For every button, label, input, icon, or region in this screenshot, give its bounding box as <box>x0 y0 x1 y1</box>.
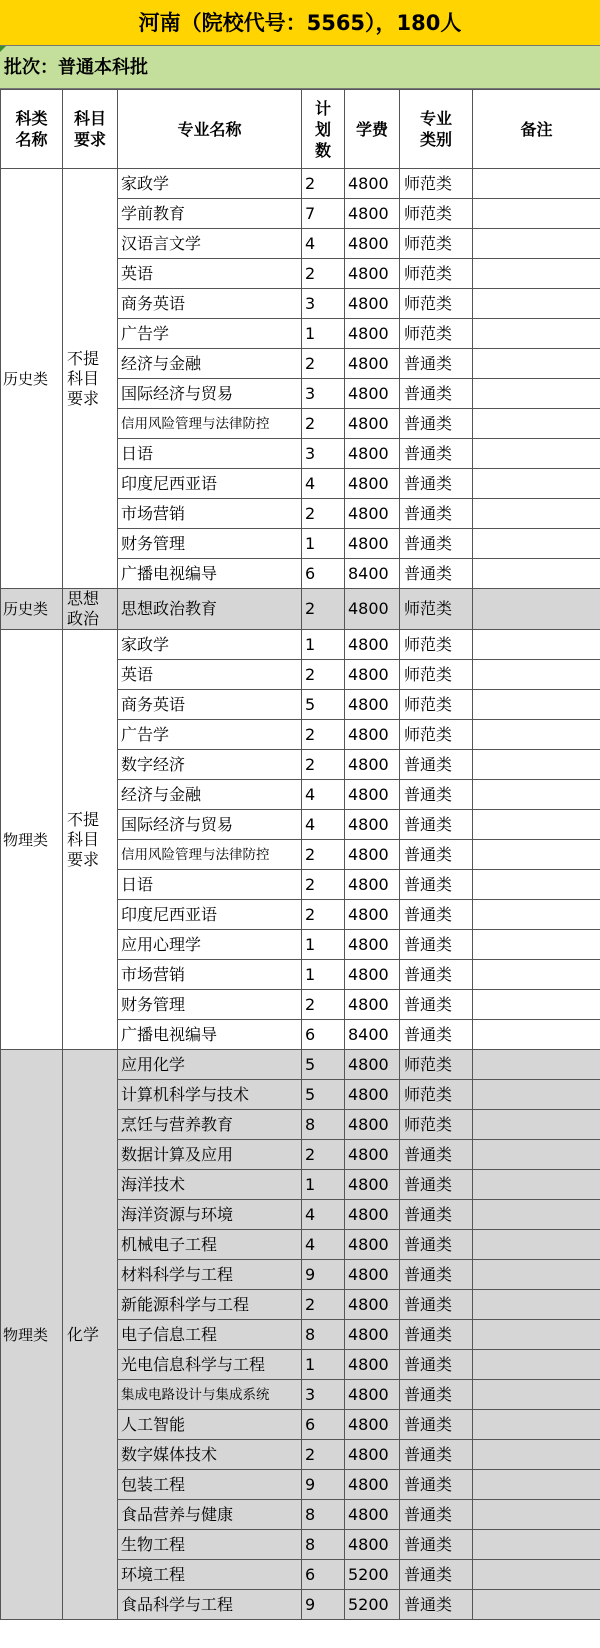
remarks-cell <box>473 1140 600 1170</box>
tuition-cell: 4800 <box>345 319 400 349</box>
tuition-cell: 4800 <box>345 229 400 259</box>
remarks-cell <box>473 1470 600 1500</box>
plan-count-cell: 2 <box>302 1290 345 1320</box>
page-title: 河南（院校代号：5565），180人 <box>0 0 600 46</box>
remarks-cell <box>473 229 600 259</box>
major-type-cell: 普通类 <box>400 1230 473 1260</box>
tuition-cell: 4800 <box>345 900 400 930</box>
major-name-cell: 印度尼西亚语 <box>118 469 302 499</box>
remarks-cell <box>473 1320 600 1350</box>
tuition-cell: 4800 <box>345 469 400 499</box>
subject-requirement-line: 要求 <box>67 849 100 869</box>
plan-count-cell: 2 <box>302 750 345 780</box>
science-category-cell: 历史类 <box>1 169 63 589</box>
remarks-cell <box>473 379 600 409</box>
plan-count-cell: 2 <box>302 900 345 930</box>
major-name-cell: 思想政治教育 <box>118 589 302 630</box>
major-name-cell: 国际经济与贸易 <box>118 810 302 840</box>
major-name-cell: 家政学 <box>118 169 302 199</box>
plan-count-cell: 4 <box>302 810 345 840</box>
major-name-cell: 英语 <box>118 660 302 690</box>
tuition-cell: 4800 <box>345 349 400 379</box>
tuition-cell: 4800 <box>345 990 400 1020</box>
major-type-cell: 师范类 <box>400 289 473 319</box>
remarks-cell <box>473 1560 600 1590</box>
batch-label: 批次：普通本科批 <box>0 46 600 89</box>
major-name-cell: 材料科学与工程 <box>118 1260 302 1290</box>
plan-count-cell: 8 <box>302 1110 345 1140</box>
tuition-cell: 4800 <box>345 439 400 469</box>
remarks-cell <box>473 1230 600 1260</box>
header-major-type <box>400 90 473 169</box>
major-name-cell: 信用风险管理与法律防控 <box>118 409 302 439</box>
major-name-cell: 家政学 <box>118 630 302 660</box>
major-name-cell: 环境工程 <box>118 1560 302 1590</box>
tuition-cell: 4800 <box>345 870 400 900</box>
remarks-cell <box>473 349 600 379</box>
major-type-cell: 普通类 <box>400 1440 473 1470</box>
plan-count-cell: 1 <box>302 1170 345 1200</box>
remarks-cell <box>473 439 600 469</box>
plan-count-cell: 8 <box>302 1500 345 1530</box>
header-major-type-line: 类别 <box>419 130 452 149</box>
table-row <box>1 169 600 199</box>
subject-requirement-line: 不提 <box>67 348 100 368</box>
major-type-cell: 普通类 <box>400 990 473 1020</box>
remarks-cell <box>473 1500 600 1530</box>
major-name-cell: 海洋资源与环境 <box>118 1200 302 1230</box>
plan-count-cell: 2 <box>302 870 345 900</box>
tuition-cell: 4800 <box>345 1530 400 1560</box>
remarks-cell <box>473 199 600 229</box>
table-row <box>1 589 600 630</box>
major-type-cell: 普通类 <box>400 1410 473 1440</box>
major-name-cell: 海洋技术 <box>118 1170 302 1200</box>
major-type-cell: 普通类 <box>400 349 473 379</box>
header-science-category-line: 名称 <box>15 130 48 149</box>
header-subject-requirement <box>63 90 118 169</box>
plan-count-cell: 5 <box>302 1050 345 1080</box>
plan-count-cell: 2 <box>302 660 345 690</box>
tuition-cell: 4800 <box>345 259 400 289</box>
major-type-cell: 普通类 <box>400 469 473 499</box>
plan-count-cell: 9 <box>302 1260 345 1290</box>
major-name-cell: 学前教育 <box>118 199 302 229</box>
subject-requirement-line: 化学 <box>67 1324 100 1344</box>
remarks-cell <box>473 750 600 780</box>
major-type-cell: 师范类 <box>400 1110 473 1140</box>
major-type-cell: 普通类 <box>400 1590 473 1620</box>
plan-count-cell: 1 <box>302 319 345 349</box>
remarks-cell <box>473 870 600 900</box>
major-type-cell: 普通类 <box>400 1380 473 1410</box>
tuition-cell: 4800 <box>345 810 400 840</box>
remarks-cell <box>473 930 600 960</box>
plan-count-cell: 3 <box>302 379 345 409</box>
remarks-cell <box>473 660 600 690</box>
major-type-cell: 普通类 <box>400 529 473 559</box>
major-type-cell: 师范类 <box>400 259 473 289</box>
remarks-cell <box>473 1440 600 1470</box>
header-subject-requirement-line: 科目 <box>73 109 106 128</box>
plan-count-cell: 5 <box>302 1080 345 1110</box>
tuition-cell: 4800 <box>345 720 400 750</box>
plan-count-cell: 3 <box>302 289 345 319</box>
tuition-cell: 4800 <box>345 1290 400 1320</box>
plan-count-cell: 2 <box>302 409 345 439</box>
tuition-cell: 4800 <box>345 840 400 870</box>
major-type-cell: 普通类 <box>400 1350 473 1380</box>
plan-count-cell: 4 <box>302 780 345 810</box>
science-category-cell: 物理类 <box>1 630 63 1050</box>
plan-count-cell: 2 <box>302 259 345 289</box>
header-major-type-line: 专业 <box>419 109 452 128</box>
major-type-cell: 师范类 <box>400 319 473 349</box>
major-name-cell: 人工智能 <box>118 1410 302 1440</box>
major-type-cell: 普通类 <box>400 1320 473 1350</box>
header-tuition: 学费 <box>345 90 400 169</box>
major-type-cell: 普通类 <box>400 810 473 840</box>
remarks-cell <box>473 1410 600 1440</box>
remarks-cell <box>473 1380 600 1410</box>
plan-count-cell: 9 <box>302 1590 345 1620</box>
major-name-cell: 信用风险管理与法律防控 <box>118 840 302 870</box>
plan-count-cell: 6 <box>302 1020 345 1050</box>
header-row <box>1 90 600 169</box>
major-name-cell: 烹饪与营养教育 <box>118 1110 302 1140</box>
plan-count-cell: 4 <box>302 1230 345 1260</box>
tuition-cell: 4800 <box>345 1080 400 1110</box>
major-name-cell: 经济与金融 <box>118 349 302 379</box>
remarks-cell <box>473 840 600 870</box>
plan-count-cell: 1 <box>302 630 345 660</box>
plan-count-cell: 5 <box>302 690 345 720</box>
subject-requirement-line: 思想 <box>67 589 100 608</box>
major-type-cell: 普通类 <box>400 1020 473 1050</box>
major-type-cell: 师范类 <box>400 720 473 750</box>
major-name-cell: 商务英语 <box>118 289 302 319</box>
science-category-cell: 历史类 <box>1 589 63 630</box>
major-name-cell: 经济与金融 <box>118 780 302 810</box>
tuition-cell: 4800 <box>345 1050 400 1080</box>
plan-count-cell: 8 <box>302 1530 345 1560</box>
header-plan-count <box>302 90 345 169</box>
header-science-category <box>1 90 63 169</box>
major-name-cell: 数字经济 <box>118 750 302 780</box>
major-type-cell: 师范类 <box>400 169 473 199</box>
major-type-cell: 普通类 <box>400 1500 473 1530</box>
cell-comment-marker <box>0 46 6 52</box>
major-name-cell: 商务英语 <box>118 690 302 720</box>
plan-count-cell: 4 <box>302 229 345 259</box>
major-name-cell: 机械电子工程 <box>118 1230 302 1260</box>
major-type-cell: 普通类 <box>400 780 473 810</box>
remarks-cell <box>473 720 600 750</box>
tuition-cell: 4800 <box>345 1440 400 1470</box>
tuition-cell: 4800 <box>345 1470 400 1500</box>
remarks-cell <box>473 690 600 720</box>
tuition-cell: 4800 <box>345 1170 400 1200</box>
major-name-cell: 汉语言文学 <box>118 229 302 259</box>
plan-count-cell: 6 <box>302 1410 345 1440</box>
tuition-cell: 4800 <box>345 169 400 199</box>
table-row <box>1 1050 600 1080</box>
plan-count-cell: 1 <box>302 1350 345 1380</box>
tuition-cell: 4800 <box>345 529 400 559</box>
major-type-cell: 普通类 <box>400 559 473 589</box>
enrollment-plan-table <box>0 89 600 1620</box>
tuition-cell: 4800 <box>345 630 400 660</box>
tuition-cell: 4800 <box>345 780 400 810</box>
remarks-cell <box>473 499 600 529</box>
plan-count-cell: 2 <box>302 720 345 750</box>
major-name-cell: 数据计算及应用 <box>118 1140 302 1170</box>
table-row <box>1 630 600 660</box>
major-name-cell: 包装工程 <box>118 1470 302 1500</box>
subject-requirement-line: 不提 <box>67 809 100 829</box>
major-name-cell: 市场营销 <box>118 960 302 990</box>
major-name-cell: 光电信息科学与工程 <box>118 1350 302 1380</box>
tuition-cell: 4800 <box>345 499 400 529</box>
tuition-cell: 4800 <box>345 379 400 409</box>
tuition-cell: 4800 <box>345 199 400 229</box>
major-name-cell: 印度尼西亚语 <box>118 900 302 930</box>
major-type-cell: 普通类 <box>400 439 473 469</box>
plan-count-cell: 3 <box>302 439 345 469</box>
tuition-cell: 4800 <box>345 1500 400 1530</box>
plan-count-cell: 1 <box>302 960 345 990</box>
plan-count-cell: 2 <box>302 169 345 199</box>
tuition-cell: 4800 <box>345 1320 400 1350</box>
remarks-cell <box>473 169 600 199</box>
major-type-cell: 普通类 <box>400 1530 473 1560</box>
plan-count-cell: 4 <box>302 469 345 499</box>
subject-requirement-cell <box>63 589 118 630</box>
tuition-cell: 4800 <box>345 589 400 630</box>
tuition-cell: 4800 <box>345 1350 400 1380</box>
major-type-cell: 师范类 <box>400 630 473 660</box>
remarks-cell <box>473 810 600 840</box>
subject-requirement-cell <box>63 630 118 1050</box>
remarks-cell <box>473 529 600 559</box>
tuition-cell: 4800 <box>345 690 400 720</box>
plan-count-cell: 7 <box>302 199 345 229</box>
remarks-cell <box>473 1530 600 1560</box>
major-type-cell: 普通类 <box>400 960 473 990</box>
tuition-cell: 8400 <box>345 559 400 589</box>
remarks-cell <box>473 1590 600 1620</box>
major-name-cell: 集成电路设计与集成系统 <box>118 1380 302 1410</box>
major-type-cell: 普通类 <box>400 750 473 780</box>
major-name-cell: 财务管理 <box>118 990 302 1020</box>
remarks-cell <box>473 289 600 319</box>
plan-count-cell: 6 <box>302 559 345 589</box>
plan-count-cell: 4 <box>302 1200 345 1230</box>
remarks-cell <box>473 900 600 930</box>
plan-count-cell: 2 <box>302 349 345 379</box>
remarks-cell <box>473 630 600 660</box>
major-type-cell: 师范类 <box>400 589 473 630</box>
plan-count-cell: 2 <box>302 499 345 529</box>
plan-count-cell: 3 <box>302 1380 345 1410</box>
tuition-cell: 4800 <box>345 750 400 780</box>
plan-count-cell: 2 <box>302 1440 345 1470</box>
major-name-cell: 生物工程 <box>118 1530 302 1560</box>
tuition-cell: 4800 <box>345 1260 400 1290</box>
remarks-cell <box>473 1080 600 1110</box>
tuition-cell: 4800 <box>345 409 400 439</box>
remarks-cell <box>473 589 600 630</box>
table-body <box>1 169 600 1620</box>
tuition-cell: 4800 <box>345 1200 400 1230</box>
major-type-cell: 师范类 <box>400 690 473 720</box>
tuition-cell: 4800 <box>345 1380 400 1410</box>
major-name-cell: 广播电视编导 <box>118 1020 302 1050</box>
header-plan-count-line: 划 <box>314 119 331 139</box>
plan-count-cell: 1 <box>302 529 345 559</box>
remarks-cell <box>473 469 600 499</box>
science-category-cell: 物理类 <box>1 1050 63 1620</box>
tuition-cell: 4800 <box>345 1140 400 1170</box>
major-name-cell: 日语 <box>118 870 302 900</box>
major-name-cell: 数字媒体技术 <box>118 1440 302 1470</box>
tuition-cell: 5200 <box>345 1590 400 1620</box>
remarks-cell <box>473 559 600 589</box>
subject-requirement-line: 政治 <box>67 609 100 628</box>
tuition-cell: 4800 <box>345 930 400 960</box>
major-type-cell: 师范类 <box>400 199 473 229</box>
subject-requirement-line: 要求 <box>67 388 100 408</box>
major-name-cell: 新能源科学与工程 <box>118 1290 302 1320</box>
major-type-cell: 普通类 <box>400 499 473 529</box>
header-subject-requirement-line: 要求 <box>73 130 106 149</box>
major-type-cell: 普通类 <box>400 840 473 870</box>
tuition-cell: 4800 <box>345 660 400 690</box>
tuition-cell: 8400 <box>345 1020 400 1050</box>
plan-count-cell: 2 <box>302 1140 345 1170</box>
tuition-cell: 4800 <box>345 289 400 319</box>
plan-count-cell: 9 <box>302 1470 345 1500</box>
major-type-cell: 师范类 <box>400 229 473 259</box>
major-type-cell: 师范类 <box>400 1050 473 1080</box>
major-type-cell: 普通类 <box>400 930 473 960</box>
remarks-cell <box>473 1110 600 1140</box>
major-name-cell: 食品科学与工程 <box>118 1590 302 1620</box>
major-name-cell: 广告学 <box>118 720 302 750</box>
remarks-cell <box>473 259 600 289</box>
remarks-cell <box>473 780 600 810</box>
major-name-cell: 计算机科学与技术 <box>118 1080 302 1110</box>
remarks-cell <box>473 1200 600 1230</box>
major-name-cell: 国际经济与贸易 <box>118 379 302 409</box>
major-type-cell: 普通类 <box>400 1290 473 1320</box>
major-type-cell: 普通类 <box>400 1560 473 1590</box>
remarks-cell <box>473 1020 600 1050</box>
major-name-cell: 日语 <box>118 439 302 469</box>
header-science-category-line: 科类 <box>15 109 48 128</box>
header-plan-count-line: 计 <box>314 98 331 118</box>
major-name-cell: 应用心理学 <box>118 930 302 960</box>
remarks-cell <box>473 1050 600 1080</box>
remarks-cell <box>473 990 600 1020</box>
remarks-cell <box>473 960 600 990</box>
remarks-cell <box>473 1260 600 1290</box>
major-type-cell: 普通类 <box>400 900 473 930</box>
plan-count-cell: 8 <box>302 1320 345 1350</box>
subject-requirement-line: 科目 <box>67 829 100 849</box>
major-type-cell: 普通类 <box>400 1260 473 1290</box>
subject-requirement-line: 科目 <box>67 368 100 388</box>
header-major-name: 专业名称 <box>118 90 302 169</box>
remarks-cell <box>473 409 600 439</box>
header-remarks: 备注 <box>473 90 600 169</box>
tuition-cell: 4800 <box>345 1410 400 1440</box>
tuition-cell: 4800 <box>345 1230 400 1260</box>
subject-requirement-cell <box>63 169 118 589</box>
major-name-cell: 财务管理 <box>118 529 302 559</box>
tuition-cell: 4800 <box>345 1110 400 1140</box>
major-type-cell: 普通类 <box>400 1140 473 1170</box>
major-name-cell: 市场营销 <box>118 499 302 529</box>
major-name-cell: 英语 <box>118 259 302 289</box>
remarks-cell <box>473 319 600 349</box>
plan-count-cell: 2 <box>302 589 345 630</box>
major-name-cell: 电子信息工程 <box>118 1320 302 1350</box>
plan-count-cell: 2 <box>302 990 345 1020</box>
remarks-cell <box>473 1290 600 1320</box>
major-type-cell: 师范类 <box>400 1080 473 1110</box>
major-type-cell: 普通类 <box>400 379 473 409</box>
major-type-cell: 普通类 <box>400 1170 473 1200</box>
major-type-cell: 普通类 <box>400 409 473 439</box>
plan-count-cell: 1 <box>302 930 345 960</box>
major-type-cell: 普通类 <box>400 870 473 900</box>
major-name-cell: 食品营养与健康 <box>118 1500 302 1530</box>
major-name-cell: 广播电视编导 <box>118 559 302 589</box>
plan-count-cell: 2 <box>302 840 345 870</box>
major-type-cell: 师范类 <box>400 660 473 690</box>
plan-count-cell: 6 <box>302 1560 345 1590</box>
major-name-cell: 应用化学 <box>118 1050 302 1080</box>
header-plan-count-line: 数 <box>314 140 331 160</box>
major-type-cell: 普通类 <box>400 1200 473 1230</box>
tuition-cell: 5200 <box>345 1560 400 1590</box>
remarks-cell <box>473 1350 600 1380</box>
remarks-cell <box>473 1170 600 1200</box>
major-type-cell: 普通类 <box>400 1470 473 1500</box>
subject-requirement-cell <box>63 1050 118 1620</box>
major-name-cell: 广告学 <box>118 319 302 349</box>
tuition-cell: 4800 <box>345 960 400 990</box>
